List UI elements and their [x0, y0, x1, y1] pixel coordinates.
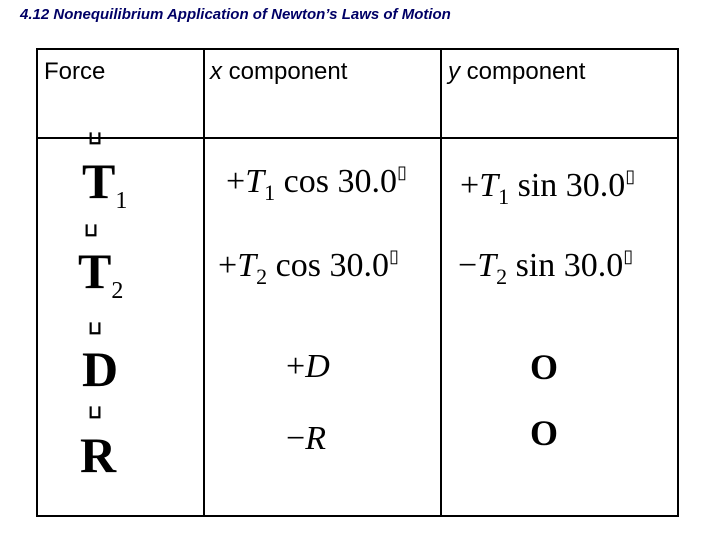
variable: R: [305, 420, 326, 457]
sign: −: [458, 247, 478, 284]
subscript: 2: [256, 264, 268, 289]
header-y-var: y: [448, 58, 460, 85]
header-force: Force: [44, 58, 106, 85]
vector-arrow-icon: ⊔: [88, 128, 103, 148]
header-divider: [38, 137, 677, 139]
y-component-t2: [458, 246, 633, 290]
sign: −: [286, 420, 306, 457]
column-divider: [440, 50, 442, 515]
force-subscript: 2: [111, 278, 124, 304]
degree-glyph: ▯: [396, 162, 407, 182]
degree-glyph: ▯: [388, 246, 399, 266]
subscript: 2: [496, 264, 508, 289]
header-x-rest: component: [222, 58, 348, 85]
subscript: 1: [498, 184, 510, 209]
x-component-r: [286, 420, 326, 458]
function: cos: [267, 247, 321, 284]
force-letter: D: [82, 341, 119, 397]
sign: +: [218, 247, 238, 284]
force-letter: T: [78, 243, 112, 299]
column-divider: [203, 50, 205, 515]
force-symbol-t1: [82, 153, 128, 226]
force-components-table: [36, 48, 679, 517]
function: cos: [275, 163, 329, 200]
header-x-component: [210, 58, 347, 86]
function: sin: [507, 247, 556, 284]
force-symbol-t2: [78, 243, 124, 316]
y-component-r: O: [530, 413, 559, 453]
sign: +: [286, 348, 306, 385]
y-component-d: O: [530, 347, 559, 387]
header-x-var: x: [210, 58, 222, 85]
variable: T: [477, 247, 497, 284]
vector-arrow-icon: ⊔: [88, 318, 103, 338]
x-component-t1: [226, 162, 407, 206]
vector-arrow-icon: ⊔: [84, 220, 99, 240]
page-title: 4.12 Nonequilibrium Application of Newton’s Laws of Motion: [20, 6, 451, 23]
degree-glyph: ▯: [625, 166, 636, 186]
variable: T: [479, 167, 499, 204]
subscript: 1: [264, 180, 276, 205]
y-component-t1: [460, 166, 635, 210]
vector-arrow-icon: ⊔: [88, 402, 103, 422]
header-y-rest: component: [460, 58, 586, 85]
function: sin: [509, 167, 558, 204]
variable: T: [237, 247, 257, 284]
x-component-d: [286, 348, 330, 386]
angle-value: 30.0: [320, 247, 389, 284]
header-y-component: [448, 58, 585, 86]
angle-value: 30.0: [555, 247, 624, 284]
variable: T: [245, 163, 265, 200]
sign: +: [460, 167, 480, 204]
force-letter: T: [82, 153, 116, 209]
angle-value: 30.0: [557, 167, 626, 204]
force-symbol-r: [80, 427, 117, 483]
angle-value: 30.0: [328, 163, 397, 200]
degree-glyph: ▯: [623, 246, 634, 266]
force-symbol-d: [82, 341, 119, 397]
variable: D: [305, 348, 330, 385]
sign: +: [226, 163, 246, 200]
x-component-t2: [218, 246, 399, 290]
force-letter: R: [80, 427, 117, 483]
force-subscript: 1: [115, 188, 128, 214]
